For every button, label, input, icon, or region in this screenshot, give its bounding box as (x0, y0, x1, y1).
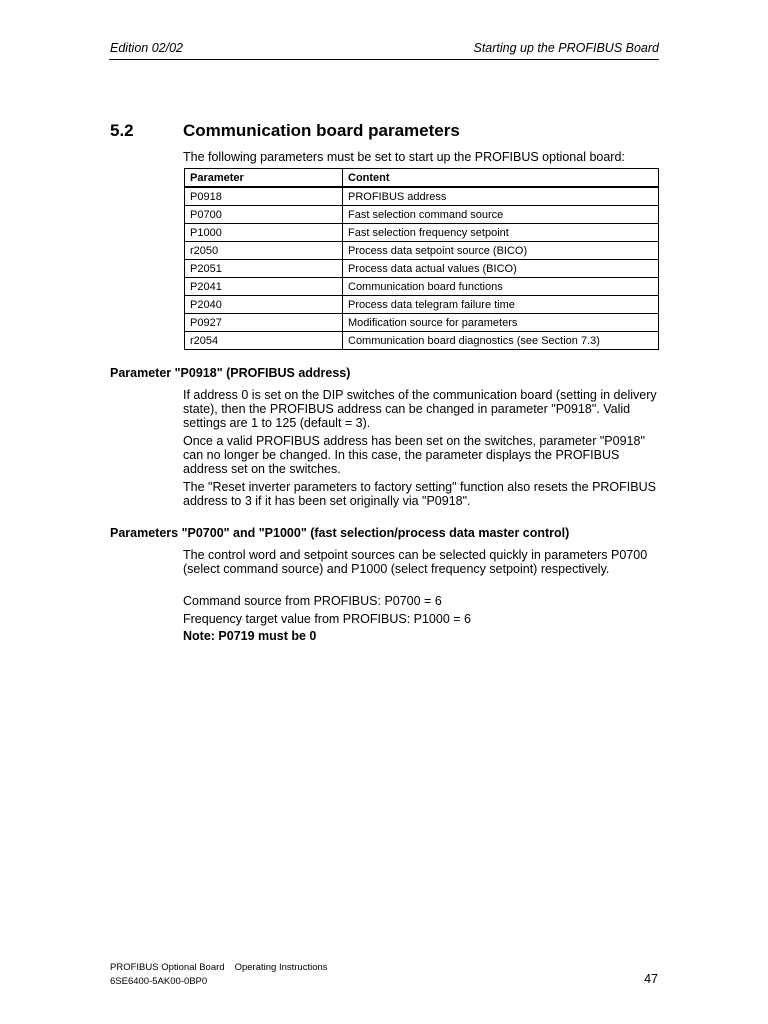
paragraph-p0918-dip-switch: If address 0 is set on the DIP switches of the communication board (setting in delivery state), then the PROFIBUS address can be changed in parameter "P0918". Valid settings are 1 to 125 (default = 3). (183, 388, 657, 430)
page-number: 47 (644, 972, 658, 986)
paragraph-p0918-valid-address: Once a valid PROFIBUS address has been set on the switches, parameter "P0918" can no longer be changed. In this case, the parameter displays the PROFIBUS address set on the switches. (183, 434, 645, 476)
table-cell-parameter: r2050 (185, 242, 343, 260)
section-intro: The following parameters must be set to start up the PROFIBUS optional board: (183, 150, 625, 164)
column-header-parameter: Parameter (185, 169, 343, 188)
table-cell-content: PROFIBUS address (343, 187, 659, 206)
header-chapter-title: Starting up the PROFIBUS Board (473, 41, 659, 55)
parameter-table (184, 168, 659, 350)
table-row (185, 278, 659, 296)
table-cell-parameter: P0927 (185, 314, 343, 332)
paragraph-p0918-factory-reset: The "Reset inverter parameters to factory setting" function also resets the PROFIBUS address to 3 if it has been set originally via "P0918". (183, 480, 656, 508)
table-cell-content: Process data setpoint source (BICO) (343, 242, 659, 260)
table-row (185, 187, 659, 206)
header-rule (109, 59, 659, 60)
paragraph-fast-selection: The control word and setpoint sources can be selected quickly in parameters P0700 (select command source) and P1000 (select frequency setpoint) respectively. (183, 548, 648, 576)
section-number: 5.2 (110, 121, 134, 140)
footer-doc-type: Operating Instructions (234, 962, 328, 973)
footer-product-name: PROFIBUS Optional Board (110, 962, 225, 973)
table-row (185, 332, 659, 350)
table-cell-content: Process data actual values (BICO) (343, 260, 659, 278)
paragraph-frequency-target: Frequency target value from PROFIBUS: P1000 = 6 (183, 612, 471, 626)
table-cell-parameter: P2040 (185, 296, 343, 314)
paragraph-command-source: Command source from PROFIBUS: P0700 = 6 (183, 594, 442, 608)
table-row (185, 206, 659, 224)
table-cell-content: Process data telegram failure time (343, 296, 659, 314)
section-title: Communication board parameters (183, 121, 460, 140)
table-row (185, 242, 659, 260)
table-cell-parameter: P0700 (185, 206, 343, 224)
table-cell-content: Modification source for parameters (343, 314, 659, 332)
table-row (185, 296, 659, 314)
subheading-p0700-p1000: Parameters "P0700" and "P1000" (fast selection/process data master control) (110, 526, 570, 540)
table-cell-content: Fast selection command source (343, 206, 659, 224)
note-p0719: Note: P0719 must be 0 (183, 629, 317, 643)
table-header-row (185, 169, 659, 188)
table-cell-parameter: P2051 (185, 260, 343, 278)
table-cell-parameter: P2041 (185, 278, 343, 296)
footer-order-number: 6SE6400-5AK00-0BP0 (110, 976, 208, 987)
table-row (185, 224, 659, 242)
table-row (185, 260, 659, 278)
header-edition: Edition 02/02 (110, 41, 183, 55)
table-cell-parameter: r2054 (185, 332, 343, 350)
footer-document-title (110, 962, 328, 974)
table-cell-parameter: P0918 (185, 187, 343, 206)
subheading-p0918: Parameter "P0918" (PROFIBUS address) (110, 366, 351, 380)
column-header-content: Content (343, 169, 659, 188)
table-cell-content: Communication board functions (343, 278, 659, 296)
table-row (185, 314, 659, 332)
table-cell-content: Fast selection frequency setpoint (343, 224, 659, 242)
table-cell-content: Communication board diagnostics (see Section 7.3) (343, 332, 659, 350)
table-cell-parameter: P1000 (185, 224, 343, 242)
